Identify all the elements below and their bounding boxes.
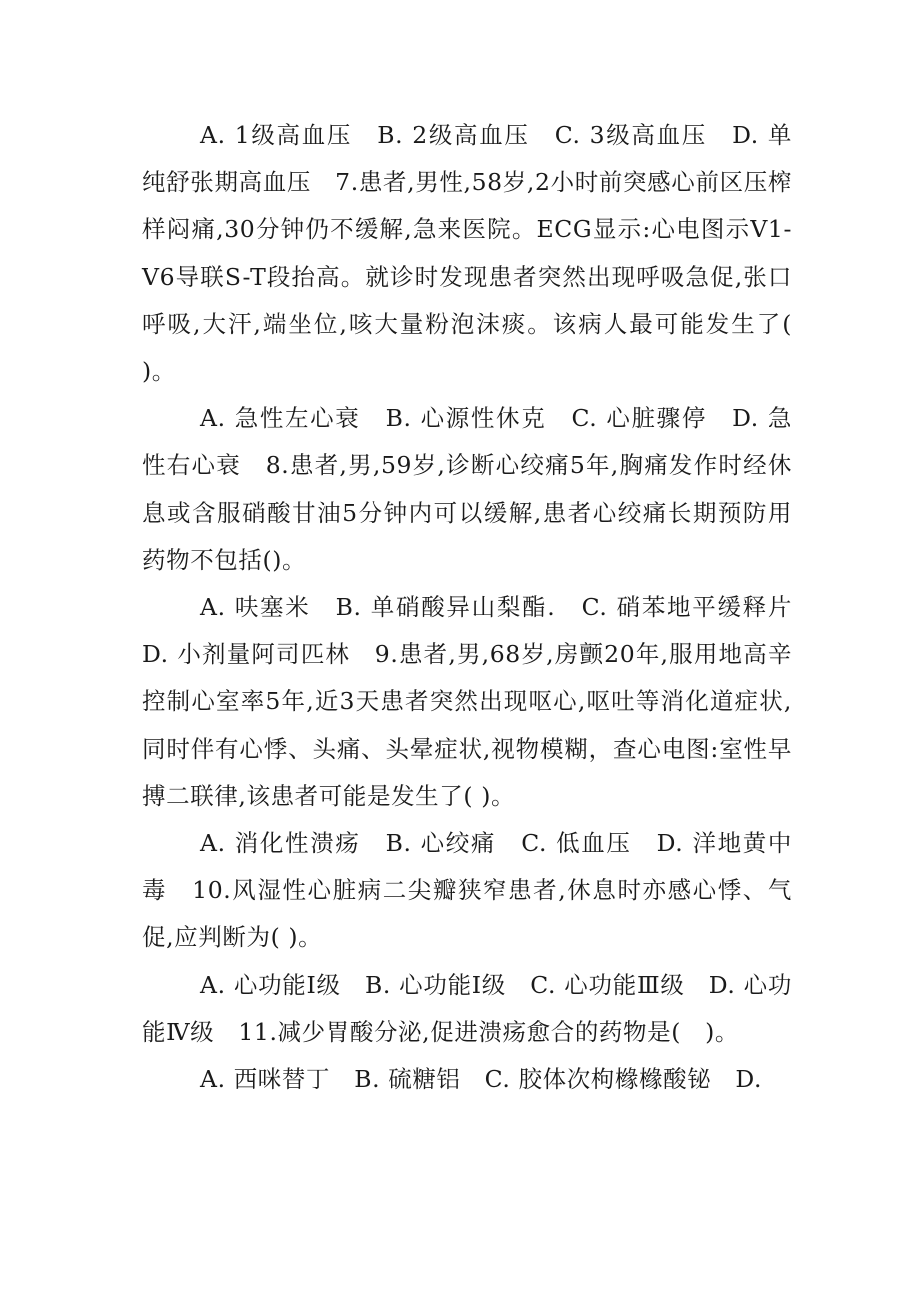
paragraph-q11-options: A. 西咪替丁 B. 硫糖铝 C. 胶体次枸橼橼酸铋 D.	[200, 1065, 763, 1094]
paragraph-q6-options-q7: A. 1级高血压 B. 2级高血压 C. 3级高血压 D. 单纯舒张期高血压 7.患者,男性,58岁,2小时前突感心前区压榨样闷痛,30分钟仍不缓解,急来医院。ECG显示:心电图示V1-V6导联S-T段抬高。就诊时发现患者突然出现呼吸急促,张口呼吸,大汗,端坐位,咳大量粉泡沫痰。该病人最可能发生了( )。	[142, 121, 792, 386]
paragraph-q7-options-q8: A. 急性左心衰 B. 心源性休克 C. 心脏骤停 D. 急性右心衰 8.患者,男,59岁,诊断心绞痛5年,胸痛发作时经休息或含服硝酸甘油5分钟内可以缓解,患者心绞痛长期预防用药物不包括()。	[142, 404, 792, 574]
paragraph-q9-options-q10: A. 消化性溃疡 B. 心绞痛 C. 低血压 D. 洋地黄中毒 10.风湿性心脏病二尖瓣狭窄患者,休息时亦感心悸、气促,应判断为( )。	[142, 829, 792, 952]
paragraph-q8-options-q9: A. 呋塞米 B. 单硝酸异山梨酯. C. 硝苯地平缓释片 D. 小剂量阿司匹林 9.患者,男,68岁,房颤20年,服用地高辛控制心室率5年,近3天患者突然出现呕心,呕吐等消化道症状,同时伴有心悸、头痛、头晕症状,视物模糊，查心电图:室性早搏二联律,该患者可能是发生了( )。	[142, 593, 817, 810]
paragraph-q10-options-q11: A. 心功能Ⅰ级 B. 心功能Ⅰ级 C. 心功能Ⅲ级 D. 心功能Ⅳ级 11.减少胃酸分泌,促进溃疡愈合的药物是( )。	[142, 970, 792, 1046]
document-body	[142, 112, 817, 1103]
